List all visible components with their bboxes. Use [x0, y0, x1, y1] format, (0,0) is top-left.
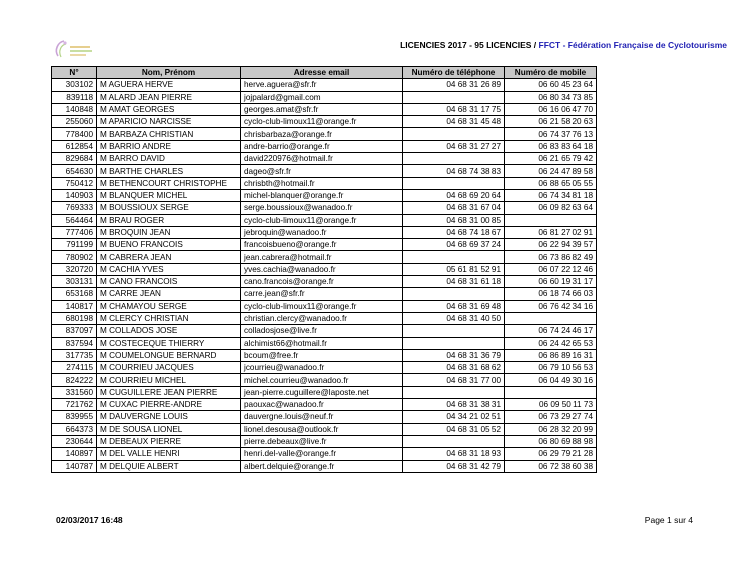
member-email: jean.cabrera@hotmail.fr — [241, 251, 403, 263]
member-email: cano.francois@orange.fr — [241, 276, 403, 288]
member-phone — [403, 251, 505, 263]
member-name: M CABRERA JEAN — [97, 251, 241, 263]
col-header-name: Nom, Prénom — [97, 67, 241, 79]
member-number: 564464 — [52, 214, 97, 226]
member-number: 653168 — [52, 288, 97, 300]
member-email: francoisbueno@orange.fr — [241, 239, 403, 251]
member-email: serge.boussioux@wanadoo.fr — [241, 202, 403, 214]
header-federation: FFCT - Fédération Française de Cyclotourisme — [538, 40, 727, 50]
member-phone: 04 34 21 02 51 — [403, 411, 505, 423]
member-phone: 04 68 31 00 85 — [403, 214, 505, 226]
member-mobile: 06 07 22 12 46 — [505, 263, 597, 275]
table-row — [52, 165, 597, 177]
member-mobile: 06 21 65 79 42 — [505, 153, 597, 165]
member-email: andre-barrio@orange.fr — [241, 140, 403, 152]
col-header-mobile: Numéro de mobile — [505, 67, 597, 79]
member-mobile: 06 80 34 73 85 — [505, 91, 597, 103]
member-phone: 04 68 31 42 79 — [403, 460, 505, 472]
member-number: 320720 — [52, 263, 97, 275]
member-number: 612854 — [52, 140, 97, 152]
member-name: M DEL VALLE HENRI — [97, 448, 241, 460]
member-name: M CUGUILLERE JEAN PIERRE — [97, 386, 241, 398]
member-phone — [403, 435, 505, 447]
table-row — [52, 325, 597, 337]
table-row — [52, 288, 597, 300]
table-row — [52, 435, 597, 447]
member-name: M BOUSSIOUX SERGE — [97, 202, 241, 214]
member-mobile: 06 76 42 34 16 — [505, 300, 597, 312]
member-mobile: 06 74 37 76 13 — [505, 128, 597, 140]
member-phone: 04 68 31 40 50 — [403, 312, 505, 324]
member-name: M CUXAC PIERRE-ANDRE — [97, 399, 241, 411]
member-email: cyclo-club-limoux11@orange.fr — [241, 214, 403, 226]
page-number: Page 1 sur 4 — [644, 515, 693, 525]
member-email: jojpalard@gmail.com — [241, 91, 403, 103]
member-phone: 04 68 31 68 62 — [403, 362, 505, 374]
member-phone — [403, 288, 505, 300]
table-row — [52, 79, 597, 91]
member-name: M AMAT GEORGES — [97, 103, 241, 115]
member-name: M COLLADOS JOSE — [97, 325, 241, 337]
member-phone — [403, 128, 505, 140]
member-number: 791199 — [52, 239, 97, 251]
member-name: M DEBEAUX PIERRE — [97, 435, 241, 447]
member-mobile: 06 60 19 31 17 — [505, 276, 597, 288]
table-row — [52, 337, 597, 349]
member-mobile: 06 28 32 20 99 — [505, 423, 597, 435]
member-email: chrisbarbaza@orange.fr — [241, 128, 403, 140]
member-mobile: 06 72 38 60 38 — [505, 460, 597, 472]
member-number: 331560 — [52, 386, 97, 398]
member-mobile: 06 09 50 11 73 — [505, 399, 597, 411]
col-header-number: N° — [52, 67, 97, 79]
member-name: M BARRO DAVID — [97, 153, 241, 165]
member-email: georges.amat@sfr.fr — [241, 103, 403, 115]
member-number: 317735 — [52, 349, 97, 361]
col-header-email: Adresse email — [241, 67, 403, 79]
member-number: 140903 — [52, 189, 97, 201]
member-name: M APARICIO NARCISSE — [97, 116, 241, 128]
member-mobile — [505, 386, 597, 398]
member-number: 750412 — [52, 177, 97, 189]
table-row — [52, 177, 597, 189]
member-email: herve.aguera@sfr.fr — [241, 79, 403, 91]
table-row — [52, 202, 597, 214]
member-email: paouxac@wanadoo.fr — [241, 399, 403, 411]
member-number: 829684 — [52, 153, 97, 165]
table-row — [52, 251, 597, 263]
member-number: 664373 — [52, 423, 97, 435]
member-phone: 04 68 74 38 83 — [403, 165, 505, 177]
member-name: M COURRIEU JACQUES — [97, 362, 241, 374]
member-email: jebroquin@wanadoo.fr — [241, 226, 403, 238]
member-number: 274115 — [52, 362, 97, 374]
member-phone: 04 68 31 05 52 — [403, 423, 505, 435]
member-name: M DAUVERGNE LOUIS — [97, 411, 241, 423]
member-number: 721762 — [52, 399, 97, 411]
member-email: dauvergne.louis@neuf.fr — [241, 411, 403, 423]
member-name: M BETHENCOURT CHRISTOPHE — [97, 177, 241, 189]
member-number: 680198 — [52, 312, 97, 324]
member-phone: 05 61 81 52 91 — [403, 263, 505, 275]
member-mobile — [505, 214, 597, 226]
member-email: carre.jean@sfr.fr — [241, 288, 403, 300]
table-row — [52, 411, 597, 423]
table-row — [52, 399, 597, 411]
member-email: dageo@sfr.fr — [241, 165, 403, 177]
table-row — [52, 423, 597, 435]
table-row — [52, 128, 597, 140]
member-mobile: 06 74 24 46 17 — [505, 325, 597, 337]
member-phone — [403, 325, 505, 337]
member-mobile: 06 74 34 81 18 — [505, 189, 597, 201]
col-header-phone: Numéro de téléphone — [403, 67, 505, 79]
table-row — [52, 103, 597, 115]
member-email: cyclo-club-limoux11@orange.fr — [241, 116, 403, 128]
member-name: M CARRE JEAN — [97, 288, 241, 300]
table-row — [52, 153, 597, 165]
member-name: M BARTHE CHARLES — [97, 165, 241, 177]
document-header — [400, 40, 727, 50]
member-number: 824222 — [52, 374, 97, 386]
table-row — [52, 189, 597, 201]
member-phone — [403, 337, 505, 349]
member-mobile: 06 09 82 63 64 — [505, 202, 597, 214]
member-email: michel-blanquer@orange.fr — [241, 189, 403, 201]
member-number: 777406 — [52, 226, 97, 238]
member-name: M BROQUIN JEAN — [97, 226, 241, 238]
member-name: M CACHIA YVES — [97, 263, 241, 275]
member-number: 303102 — [52, 79, 97, 91]
member-phone: 04 68 31 61 18 — [403, 276, 505, 288]
member-name: M ALARD JEAN PIERRE — [97, 91, 241, 103]
member-phone — [403, 177, 505, 189]
member-number: 140817 — [52, 300, 97, 312]
table-row — [52, 116, 597, 128]
member-mobile: 06 73 86 82 49 — [505, 251, 597, 263]
member-phone — [403, 91, 505, 103]
member-name: M CHAMAYOU SERGE — [97, 300, 241, 312]
member-mobile: 06 21 58 20 63 — [505, 116, 597, 128]
table-row — [52, 91, 597, 103]
member-number: 769333 — [52, 202, 97, 214]
members-table — [51, 66, 597, 473]
member-name: M CLERCY CHRISTIAN — [97, 312, 241, 324]
member-name: M BLANQUER MICHEL — [97, 189, 241, 201]
table-header-row — [52, 67, 597, 79]
member-mobile: 06 86 89 16 31 — [505, 349, 597, 361]
member-mobile: 06 18 74 66 03 — [505, 288, 597, 300]
member-email: pierre.debeaux@live.fr — [241, 435, 403, 447]
member-phone: 04 68 31 18 93 — [403, 448, 505, 460]
member-phone: 04 68 31 45 48 — [403, 116, 505, 128]
table-row — [52, 312, 597, 324]
member-mobile: 06 73 29 27 74 — [505, 411, 597, 423]
header-title: LICENCIES 2017 - 95 LICENCIES / — [400, 40, 537, 50]
table-row — [52, 276, 597, 288]
member-name: M AGUERA HERVE — [97, 79, 241, 91]
member-email: colladosjose@live.fr — [241, 325, 403, 337]
member-name: M BUENO FRANCOIS — [97, 239, 241, 251]
member-phone: 04 68 74 18 67 — [403, 226, 505, 238]
member-number: 230644 — [52, 435, 97, 447]
print-date: 02/03/2017 16:48 — [56, 515, 123, 525]
member-number: 654630 — [52, 165, 97, 177]
member-phone — [403, 153, 505, 165]
member-name: M CANO FRANCOIS — [97, 276, 241, 288]
member-email: bcoum@free.fr — [241, 349, 403, 361]
member-mobile: 06 79 10 56 53 — [505, 362, 597, 374]
member-email: cyclo-club-limoux11@orange.fr — [241, 300, 403, 312]
member-mobile: 06 80 69 88 98 — [505, 435, 597, 447]
member-phone: 04 68 31 17 75 — [403, 103, 505, 115]
member-mobile — [505, 312, 597, 324]
member-number: 837097 — [52, 325, 97, 337]
member-name: M COUMELONGUE BERNARD — [97, 349, 241, 361]
member-email: david220976@hotmail.fr — [241, 153, 403, 165]
member-mobile: 06 16 06 47 70 — [505, 103, 597, 115]
member-mobile: 06 22 94 39 57 — [505, 239, 597, 251]
table-row — [52, 460, 597, 472]
member-mobile: 06 81 27 02 91 — [505, 226, 597, 238]
member-email: jcourrieu@wanadoo.fr — [241, 362, 403, 374]
table-row — [52, 374, 597, 386]
member-name: M DE SOUSA LIONEL — [97, 423, 241, 435]
member-mobile: 06 29 79 21 28 — [505, 448, 597, 460]
member-phone: 04 68 31 27 27 — [403, 140, 505, 152]
member-phone: 04 68 69 20 64 — [403, 189, 505, 201]
club-logo — [52, 38, 96, 60]
member-phone: 04 68 31 69 48 — [403, 300, 505, 312]
table-row — [52, 239, 597, 251]
member-number: 140787 — [52, 460, 97, 472]
member-number: 140848 — [52, 103, 97, 115]
member-name: M DELQUIE ALBERT — [97, 460, 241, 472]
member-phone: 04 68 31 77 00 — [403, 374, 505, 386]
table-row — [52, 263, 597, 275]
table-row — [52, 448, 597, 460]
table-row — [52, 140, 597, 152]
member-phone — [403, 386, 505, 398]
table-row — [52, 226, 597, 238]
table-row — [52, 362, 597, 374]
member-email: michel.courrieu@wanadoo.fr — [241, 374, 403, 386]
member-name: M BRAU ROGER — [97, 214, 241, 226]
member-number: 837594 — [52, 337, 97, 349]
member-email: jean-pierre.cuguillere@laposte.net — [241, 386, 403, 398]
member-mobile: 06 83 83 64 18 — [505, 140, 597, 152]
member-phone: 04 68 31 26 89 — [403, 79, 505, 91]
member-email: alchimist66@hotmail.fr — [241, 337, 403, 349]
member-number: 839118 — [52, 91, 97, 103]
member-email: christian.clercy@wanadoo.fr — [241, 312, 403, 324]
member-email: yves.cachia@wanadoo.fr — [241, 263, 403, 275]
member-number: 839955 — [52, 411, 97, 423]
member-email: chrisbth@hotmail.fr — [241, 177, 403, 189]
member-mobile: 06 24 42 65 53 — [505, 337, 597, 349]
member-phone: 04 68 31 36 79 — [403, 349, 505, 361]
member-number: 303131 — [52, 276, 97, 288]
member-name: M BARRIO ANDRE — [97, 140, 241, 152]
member-name: M COSTECEQUE THIERRY — [97, 337, 241, 349]
member-number: 780902 — [52, 251, 97, 263]
member-mobile: 06 88 65 05 55 — [505, 177, 597, 189]
member-phone: 04 68 69 37 24 — [403, 239, 505, 251]
member-phone: 04 68 31 38 31 — [403, 399, 505, 411]
member-email: henri.del-valle@orange.fr — [241, 448, 403, 460]
member-mobile: 06 60 45 23 64 — [505, 79, 597, 91]
member-email: albert.delquie@orange.fr — [241, 460, 403, 472]
member-email: lionel.desousa@outlook.fr — [241, 423, 403, 435]
member-phone: 04 68 31 67 04 — [403, 202, 505, 214]
member-mobile: 06 04 49 30 16 — [505, 374, 597, 386]
member-name: M BARBAZA CHRISTIAN — [97, 128, 241, 140]
member-number: 778400 — [52, 128, 97, 140]
member-number: 255060 — [52, 116, 97, 128]
table-row — [52, 349, 597, 361]
member-number: 140897 — [52, 448, 97, 460]
member-name: M COURRIEU MICHEL — [97, 374, 241, 386]
member-mobile: 06 24 47 89 58 — [505, 165, 597, 177]
table-row — [52, 386, 597, 398]
table-row — [52, 300, 597, 312]
table-row — [52, 214, 597, 226]
